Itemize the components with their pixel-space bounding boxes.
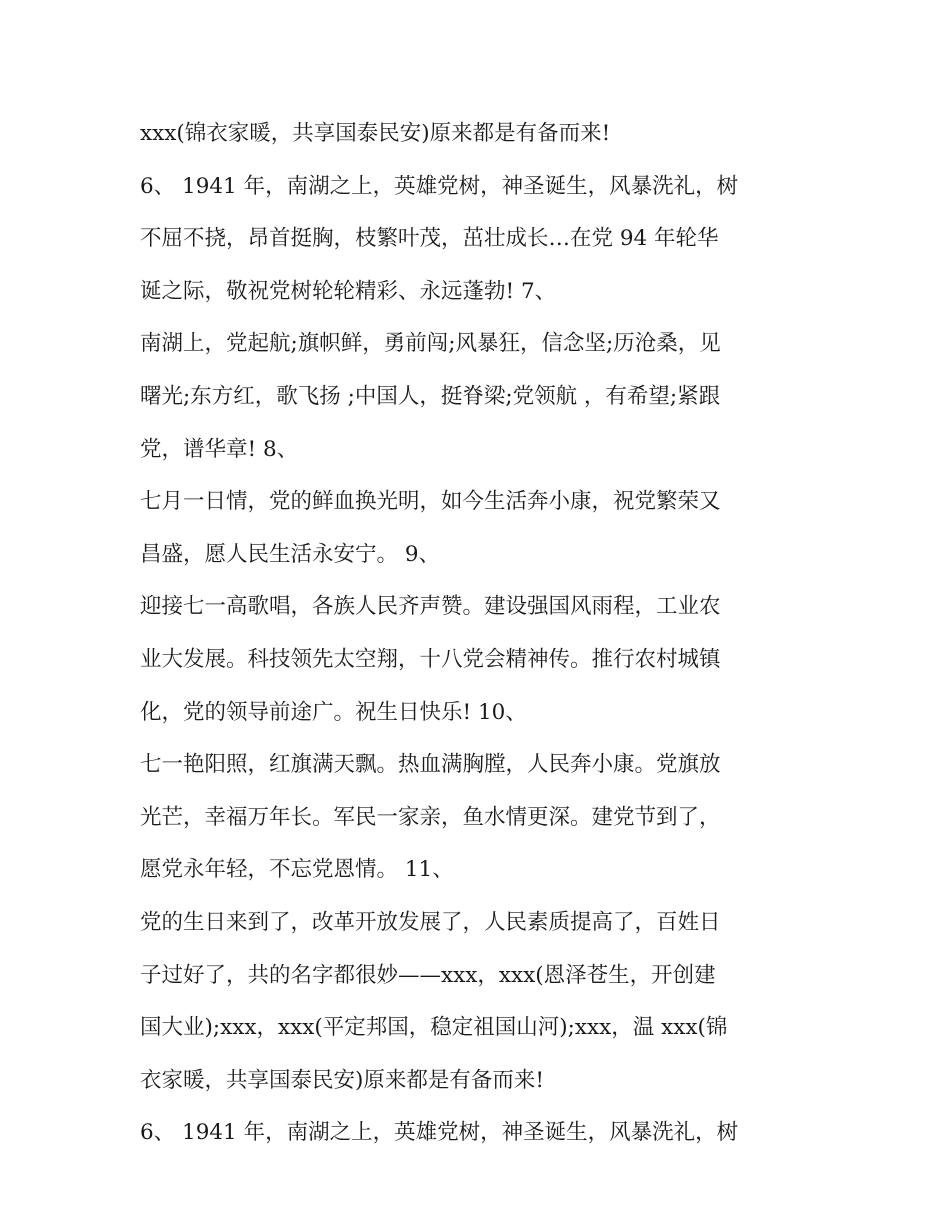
- text-line: 党，谱华章! 8、: [140, 436, 299, 462]
- text-line: 昌盛，愿人民生活永安宁。 9、: [140, 541, 441, 567]
- text-line: xxx(锦衣家暖，共享国泰民安)原来都是有备而来!: [140, 121, 611, 146]
- text-line: 七月一日情，党的鲜血换光明，如今生活奔小康，祝党繁荣又: [140, 489, 721, 515]
- text-line: 愿党永年轻，不忘党恩情。 11、: [140, 857, 454, 883]
- text-line: 曙光;东方红，歌飞扬 ;中国人，挺脊梁;党领航 ，有希望;紧跟: [140, 383, 721, 409]
- text-line: 迎接七一高歌唱，各族人民齐声赞。建设强国风雨程，工业农: [140, 594, 721, 620]
- text-line: 业大发展。科技领先太空翔，十八党会精神传。推行农村城镇: [140, 646, 721, 672]
- text-line: 国大业);xxx，xxx(平定邦国，稳定祖国山河);xxx，温 xxx(锦: [140, 1015, 728, 1041]
- text-line: 不屈不挠，昂首挺胸，枝繁叶茂，茁壮成长…在党 94 年轮华: [140, 226, 719, 252]
- text-line: 化，党的领导前途广。祝生日快乐! 10、: [140, 699, 527, 725]
- document-body: [140, 108, 820, 1160]
- text-line: 党的生日来到了，改革开放发展了，人民素质提高了，百姓日: [140, 909, 721, 935]
- text-line: 诞之际，敬祝党树轮轮精彩、永远蓬勃! 7、: [140, 278, 557, 304]
- text-line: 6、 1941 年，南湖之上，英雄党树，神圣诞生，风暴洗礼，树: [140, 173, 739, 199]
- text-line: 衣家暖，共享国泰民安)原来都是有备而来!: [140, 1067, 545, 1093]
- text-line: 光芒，幸福万年长。军民一家亲，鱼水情更深。建党节到了，: [140, 804, 721, 830]
- text-line: 七一艳阳照，红旗满天飘。热血满胸膛，人民奔小康。党旗放: [140, 752, 721, 778]
- text-line: 6、 1941 年，南湖之上，英雄党树，神圣诞生，风暴洗礼，树: [140, 1120, 739, 1146]
- text-line: 子过好了，共的名字都很妙——xxx，xxx(恩泽苍生，开创建: [140, 962, 716, 988]
- text-line: 南湖上，党起航;旗帜鲜，勇前闯;风暴狂，信念坚;历沧桑，见: [140, 331, 721, 357]
